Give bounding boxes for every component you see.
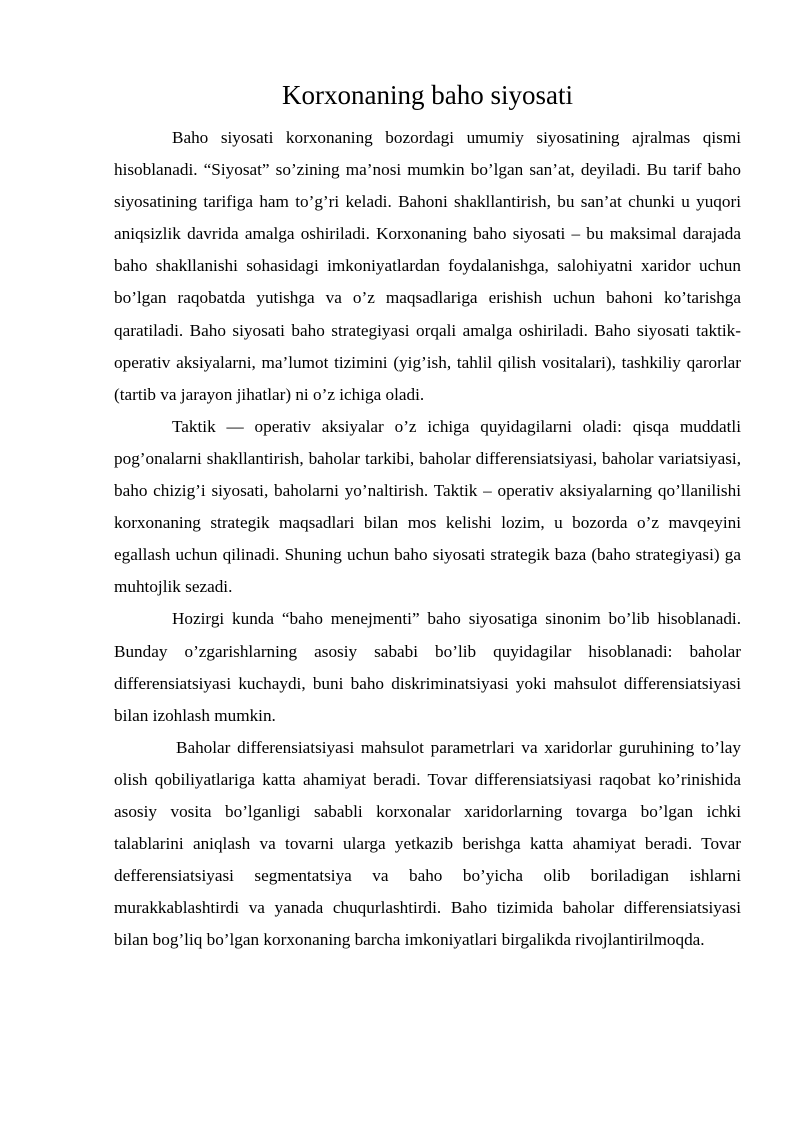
paragraph-1: Baho siyosati korxonaning bozordagi umumiy siyosatining ajralmas qismi hisoblanadi. “Siyosat” so’zining ma’nosi mumkin bo’lgan san’at, deyiladi. Bu tarif baho siyosatining tarifiga ham to’g’ri keladi. Bahoni shakllantirish, bu san’at chunki u yuqori aniqsizlik davrida amalga oshiriladi. Korxonaning baho siyosati – bu maksimal darajada baho shakllanishi sohasidagi imkoniyatlardan foydalanishga, salohiyatni xaridor uchun bo’lgan raqobatda yutishga va o’z maqsadlariga erishish uchun bahoni ko’tarishga qaratiladi. Baho siyosati baho strategiyasi orqali amalga oshiriladi. Baho siyosati taktik-operativ aksiyalarni, ma’lumot tizimini (yig’ish, tahlil qilish vositalari), tashkiliy qarorlar (tartib va jarayon jihatlar) ni o’z ichiga oladi.	[114, 128, 741, 404]
document-body	[114, 122, 741, 956]
paragraph-4: Baholar differensiatsiyasi mahsulot parametrlari va xaridorlar guruhining to’lay olish qobiliyatlariga katta ahamiyat beradi. Tovar differensiatsiyasi raqobat ko’rinishida asosiy vosita bo’lganligi sababli korxonalar xaridorlarning tovarga bo’lgan ichki talablarini aniqlash va tovarni ularga yetkazib berishga katta ahamiyat beradi. Tovar defferensiatsiyasi segmentatsiya va baho bo’yicha olib boriladigan ishlarni murakkablashtirdi va yanada chuqurlashtirdi. Baho tizimida baholar differensiatsiyasi bilan bog’liq bo’lgan korxonaning barcha imkoniyatlari birgalikda rivojlantirilmoqda.	[114, 737, 741, 950]
document-title: Korxonaning baho siyosati	[282, 80, 573, 110]
paragraph-2: Taktik — operativ aksiyalar o’z ichiga quyidagilarni oladi: qisqa muddatli pog’onalarni shakllantirish, baholar tarkibi, baholar differensiatsiyasi, baholar variatsiyasi, baho chizig’i siyosati, baholarni yo’naltirish. Taktik – operativ aksiyalarning qo’llanilishi korxonaning strategik maqsadlari bilan mos kelishi lozim, u bozorda o’z mavqeyini egallash uchun qilinadi. Shuning uchun baho siyosati strategik baza (baho strategiyasi) ga muhtojlik sezadi.	[114, 416, 741, 597]
paragraph-3: Hozirgi kunda “baho menejmenti” baho siyosatiga sinonim bo’lib hisoblanadi. Bunday o’zgarishlarning asosiy sababi bo’lib quyidagilar hisoblanadi: baholar differensiatsiyasi kuchaydi, buni baho diskriminatsiyasi yoki mahsulot differensiatsiyasi bilan izohlash mumkin.	[114, 609, 741, 725]
